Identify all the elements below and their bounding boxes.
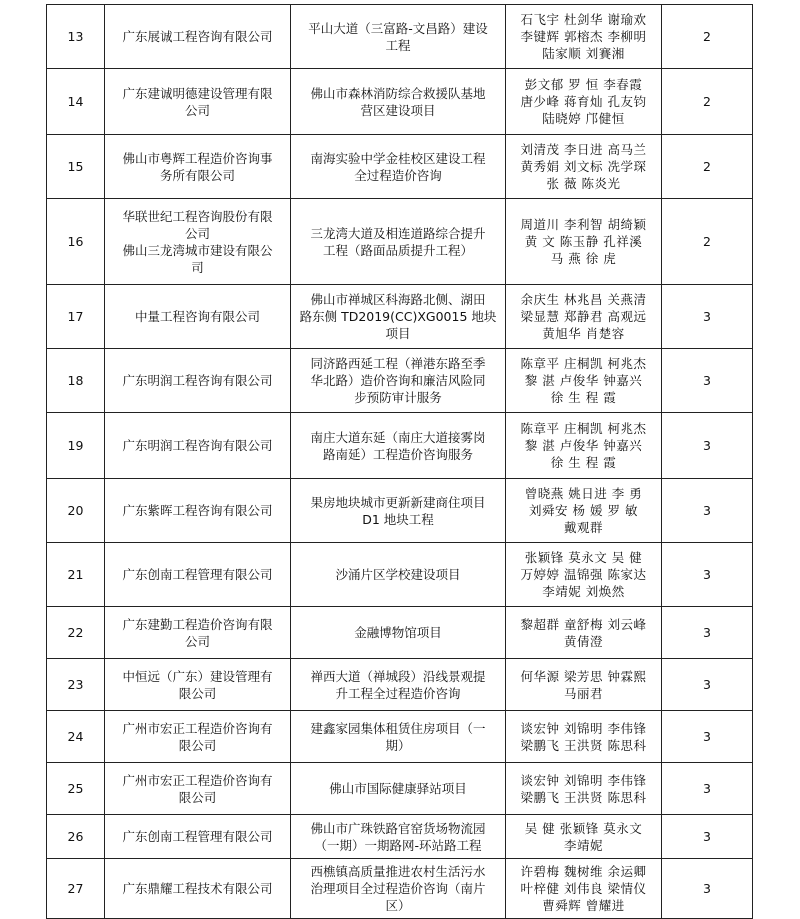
staff-names-cell [506, 763, 662, 815]
firm-name-line: 务所有限公司 [159, 167, 235, 183]
staff-names-line: 徐 生 程 霞 [550, 390, 617, 405]
firm-name-cell [105, 763, 291, 815]
table-row [47, 711, 753, 763]
table-row [47, 607, 753, 659]
staff-names-cell [506, 815, 662, 859]
staff-names-line: 彭文郁 罗 恒 李春霞 [524, 77, 643, 92]
project-name-cell [291, 659, 506, 711]
firm-name-cell [105, 815, 291, 859]
row-number-cell: 19 [47, 413, 105, 479]
staff-names-line: 许碧梅 魏树维 余运卿 [520, 864, 647, 879]
project-name-cell [291, 349, 506, 413]
project-name-line: 项目 [385, 326, 411, 341]
project-name-cell [291, 69, 506, 135]
staff-names-cell [506, 479, 662, 543]
row-number-cell: 14 [47, 69, 105, 135]
firm-name-cell [105, 69, 291, 135]
staff-names-line: 李键辉 郭榕杰 李柳明 [520, 29, 647, 44]
score-cell: 3 [662, 413, 753, 479]
firm-name-cell [105, 349, 291, 413]
table-row [47, 859, 753, 919]
firm-name-cell [105, 199, 291, 285]
table-row [47, 413, 753, 479]
score-cell: 3 [662, 285, 753, 349]
firm-name-line: 公司 [184, 633, 210, 649]
staff-names-line: 陆家顺 刘賽湘 [542, 46, 625, 61]
project-name-line: （一期）一期路网-环站路工程 [314, 837, 482, 853]
project-name-line: 平山大道（三富路-文昌路）建设 [308, 20, 488, 36]
project-name-line: 路南延）工程造价咨询服务 [322, 446, 473, 462]
firm-name-cell [105, 543, 291, 607]
project-name-line: 同济路西延工程（禅港东路至季 [310, 356, 486, 371]
project-name-line: 期） [385, 737, 411, 753]
staff-names-line: 刘清茂 李日进 高马兰 [520, 142, 647, 157]
staff-names-cell [506, 859, 662, 919]
staff-names-line: 谈宏钟 刘锦明 李伟锋 [520, 720, 647, 736]
staff-names-line: 徐 生 程 霞 [550, 455, 617, 470]
staff-names-line: 曾晓燕 姚日进 李 勇 [524, 486, 643, 501]
table-row [47, 5, 753, 69]
table-body [47, 5, 753, 919]
row-number-cell: 21 [47, 543, 105, 607]
project-name-cell [291, 607, 506, 659]
staff-names-line: 黄倩澄 [563, 633, 603, 649]
staff-names-line: 黎超群 童舒梅 刘云峰 [520, 616, 647, 632]
firm-name-line: 广东建诚明德建设管理有限 [122, 85, 273, 101]
staff-names-line: 张 薇 陈炎光 [546, 176, 621, 191]
results-table [46, 4, 753, 919]
staff-names-cell [506, 543, 662, 607]
score-cell: 2 [662, 69, 753, 135]
firm-name-line: 广东紫晖工程咨询有限公司 [122, 503, 273, 518]
row-number-cell: 17 [47, 285, 105, 349]
staff-names-line: 戴观群 [563, 520, 603, 535]
firm-name-line: 司 [191, 259, 204, 275]
row-number-cell: 20 [47, 479, 105, 543]
staff-names-line: 何华源 梁芳思 钟霖熙 [520, 668, 647, 684]
staff-names-line: 叶梓健 刘伟良 梁情仪 [520, 881, 647, 896]
firm-name-cell [105, 859, 291, 919]
firm-name-line: 广东创南工程管理有限公司 [122, 567, 273, 582]
score-cell: 3 [662, 349, 753, 413]
firm-name-line: 广东展诚工程咨询有限公司 [122, 29, 273, 44]
project-name-cell [291, 543, 506, 607]
firm-name-line: 佛山三龙湾城市建设有限公 [122, 242, 273, 258]
row-number-cell: 25 [47, 763, 105, 815]
score-cell: 2 [662, 199, 753, 285]
staff-names-cell [506, 413, 662, 479]
firm-name-line: 公司 [184, 225, 210, 241]
firm-name-cell [105, 413, 291, 479]
firm-name-line: 公司 [184, 102, 210, 118]
project-name-line: 治理项目全过程造价咨询（南片 [310, 881, 486, 896]
score-cell: 3 [662, 711, 753, 763]
firm-name-line: 广州市宏正工程造价咨询有 [122, 772, 273, 788]
firm-name-line: 中恒远（广东）建设管理有 [122, 668, 273, 684]
project-name-line: 工程 [385, 37, 411, 53]
firm-name-cell [105, 659, 291, 711]
row-number-cell: 24 [47, 711, 105, 763]
staff-names-line: 李靖妮 刘焕然 [542, 584, 625, 599]
firm-name-line: 广东鼎耀工程技术有限公司 [122, 881, 273, 896]
staff-names-line: 马丽君 [563, 685, 603, 701]
firm-name-cell [105, 135, 291, 199]
staff-names-line: 梁鹏飞 王洪贤 陈思科 [520, 737, 647, 753]
project-name-line: 升工程全过程造价咨询 [335, 685, 461, 701]
staff-names-line: 刘舜安 杨 媛 罗 敏 [529, 503, 638, 518]
score-cell: 2 [662, 5, 753, 69]
project-name-line: 步预防审计服务 [354, 390, 442, 405]
staff-names-line: 黄 文 陈玉静 孔祥溪 [524, 234, 643, 249]
table-row [47, 349, 753, 413]
staff-names-line: 张颖锋 莫永文 吴 健 [524, 550, 643, 565]
project-name-line: 区） [385, 898, 411, 913]
project-name-line: 佛山市森林消防综合救援队基地 [310, 85, 486, 101]
firm-name-line: 广东创南工程管理有限公司 [122, 829, 273, 844]
staff-names-line: 陈章平 庄桐凯 柯兆杰 [520, 421, 647, 436]
firm-name-cell [105, 5, 291, 69]
staff-names-cell [506, 711, 662, 763]
project-name-cell [291, 711, 506, 763]
row-number-cell: 16 [47, 199, 105, 285]
project-name-line: 路东侧 TD2019(CC)XG0015 地块 [299, 309, 497, 324]
firm-name-cell [105, 285, 291, 349]
project-name-cell [291, 285, 506, 349]
firm-name-line: 广东明润工程咨询有限公司 [122, 438, 273, 453]
staff-names-cell [506, 659, 662, 711]
table-row [47, 659, 753, 711]
project-name-line: 果房地块城市更新新建商住项目 [310, 494, 486, 510]
project-name-line: 佛山市禅城区科海路北侧、湖田 [310, 292, 486, 307]
staff-names-line: 吴 健 张颖锋 莫永文 [524, 820, 643, 836]
table-row [47, 135, 753, 199]
score-cell: 3 [662, 659, 753, 711]
table-row [47, 815, 753, 859]
project-name-line: 佛山市国际健康驿站项目 [329, 781, 467, 796]
project-name-cell [291, 859, 506, 919]
staff-names-line: 曹舜辉 曾耀进 [542, 898, 625, 913]
staff-names-cell [506, 69, 662, 135]
score-cell: 3 [662, 607, 753, 659]
row-number-cell: 18 [47, 349, 105, 413]
score-cell: 3 [662, 763, 753, 815]
staff-names-cell [506, 135, 662, 199]
score-cell: 3 [662, 859, 753, 919]
project-name-line: 佛山市广珠铁路官窑货场物流园 [310, 820, 486, 836]
staff-names-cell [506, 199, 662, 285]
project-name-line: 华北路）造价咨询和廉洁风险同 [310, 373, 486, 388]
staff-names-cell [506, 607, 662, 659]
firm-name-line: 广东建勤工程造价咨询有限 [122, 616, 273, 632]
staff-names-cell [506, 285, 662, 349]
row-number-cell: 26 [47, 815, 105, 859]
project-name-cell [291, 5, 506, 69]
project-name-cell [291, 135, 506, 199]
firm-name-line: 中量工程咨询有限公司 [134, 309, 260, 324]
staff-names-line: 谈宏钟 刘锦明 李伟锋 [520, 772, 647, 788]
score-cell: 3 [662, 543, 753, 607]
staff-names-line: 唐少峰 蒋育灿 孔友钧 [520, 94, 647, 109]
row-number-cell: 27 [47, 859, 105, 919]
firm-name-line: 广州市宏正工程造价咨询有 [122, 720, 273, 736]
table-row [47, 199, 753, 285]
staff-names-line: 黎 湛 卢俊华 钟嘉兴 [524, 373, 643, 388]
table-row [47, 285, 753, 349]
table-row [47, 69, 753, 135]
row-number-cell: 13 [47, 5, 105, 69]
staff-names-line: 黄秀娟 刘文标 冼学琛 [520, 159, 647, 174]
staff-names-line: 周道川 李利智 胡绮颖 [520, 217, 647, 232]
project-name-line: 西樵镇高质量推进农村生活污水 [310, 864, 486, 879]
project-name-line: 禅西大道（禅城段）沿线景观提 [310, 668, 486, 684]
firm-name-cell [105, 711, 291, 763]
project-name-line: 沙涌片区学校建设项目 [335, 567, 461, 582]
score-cell: 2 [662, 135, 753, 199]
staff-names-line: 李靖妮 [563, 837, 603, 853]
staff-names-line: 石飞宇 杜剑华 谢瑜欢 [520, 12, 647, 27]
project-name-line: 营区建设项目 [360, 102, 436, 118]
row-number-cell: 15 [47, 135, 105, 199]
firm-name-line: 限公司 [178, 789, 217, 805]
staff-names-line: 马 燕 徐 虎 [550, 251, 617, 266]
project-name-line: 工程（路面品质提升工程） [322, 242, 473, 258]
row-number-cell: 23 [47, 659, 105, 711]
score-cell: 3 [662, 479, 753, 543]
staff-names-line: 万婷婷 温锦强 陈家达 [520, 567, 647, 582]
table-row [47, 543, 753, 607]
firm-name-line: 限公司 [178, 737, 217, 753]
staff-names-line: 陆晓婷 邝健恒 [542, 111, 625, 126]
project-name-cell [291, 763, 506, 815]
project-name-line: 金融博物馆项目 [354, 625, 442, 640]
table-row [47, 763, 753, 815]
staff-names-line: 陈章平 庄桐凯 柯兆杰 [520, 356, 647, 371]
project-name-line: 三龙湾大道及相连道路综合提升 [310, 225, 486, 241]
row-number-cell: 22 [47, 607, 105, 659]
project-name-cell [291, 479, 506, 543]
project-name-line: 建鑫家园集体租赁住房项目（一 [310, 720, 486, 736]
project-name-cell [291, 413, 506, 479]
project-name-line: 全过程造价咨询 [354, 167, 442, 183]
project-name-line: D1 地块工程 [362, 511, 434, 527]
staff-names-cell [506, 349, 662, 413]
firm-name-line: 佛山市粤辉工程造价咨询事 [122, 150, 273, 166]
project-name-line: 南庄大道东延（南庄大道接雾岗 [310, 429, 486, 445]
firm-name-cell [105, 607, 291, 659]
firm-name-cell [105, 479, 291, 543]
table-row [47, 479, 753, 543]
project-name-cell [291, 815, 506, 859]
firm-name-line: 华联世纪工程咨询股份有限 [122, 208, 273, 224]
staff-names-line: 余庆生 林兆昌 关燕清 [520, 292, 647, 307]
firm-name-line: 限公司 [178, 685, 217, 701]
staff-names-line: 黎 湛 卢俊华 钟嘉兴 [524, 438, 643, 453]
staff-names-line: 黄旭华 肖楚容 [542, 326, 625, 341]
project-name-line: 南海实验中学金桂校区建设工程 [310, 150, 486, 166]
project-name-cell [291, 199, 506, 285]
firm-name-line: 广东明润工程咨询有限公司 [122, 373, 273, 388]
score-cell: 3 [662, 815, 753, 859]
staff-names-line: 梁显慧 郑静君 高观远 [520, 309, 647, 324]
staff-names-cell [506, 5, 662, 69]
staff-names-line: 梁鹏飞 王洪贤 陈思科 [520, 789, 647, 805]
